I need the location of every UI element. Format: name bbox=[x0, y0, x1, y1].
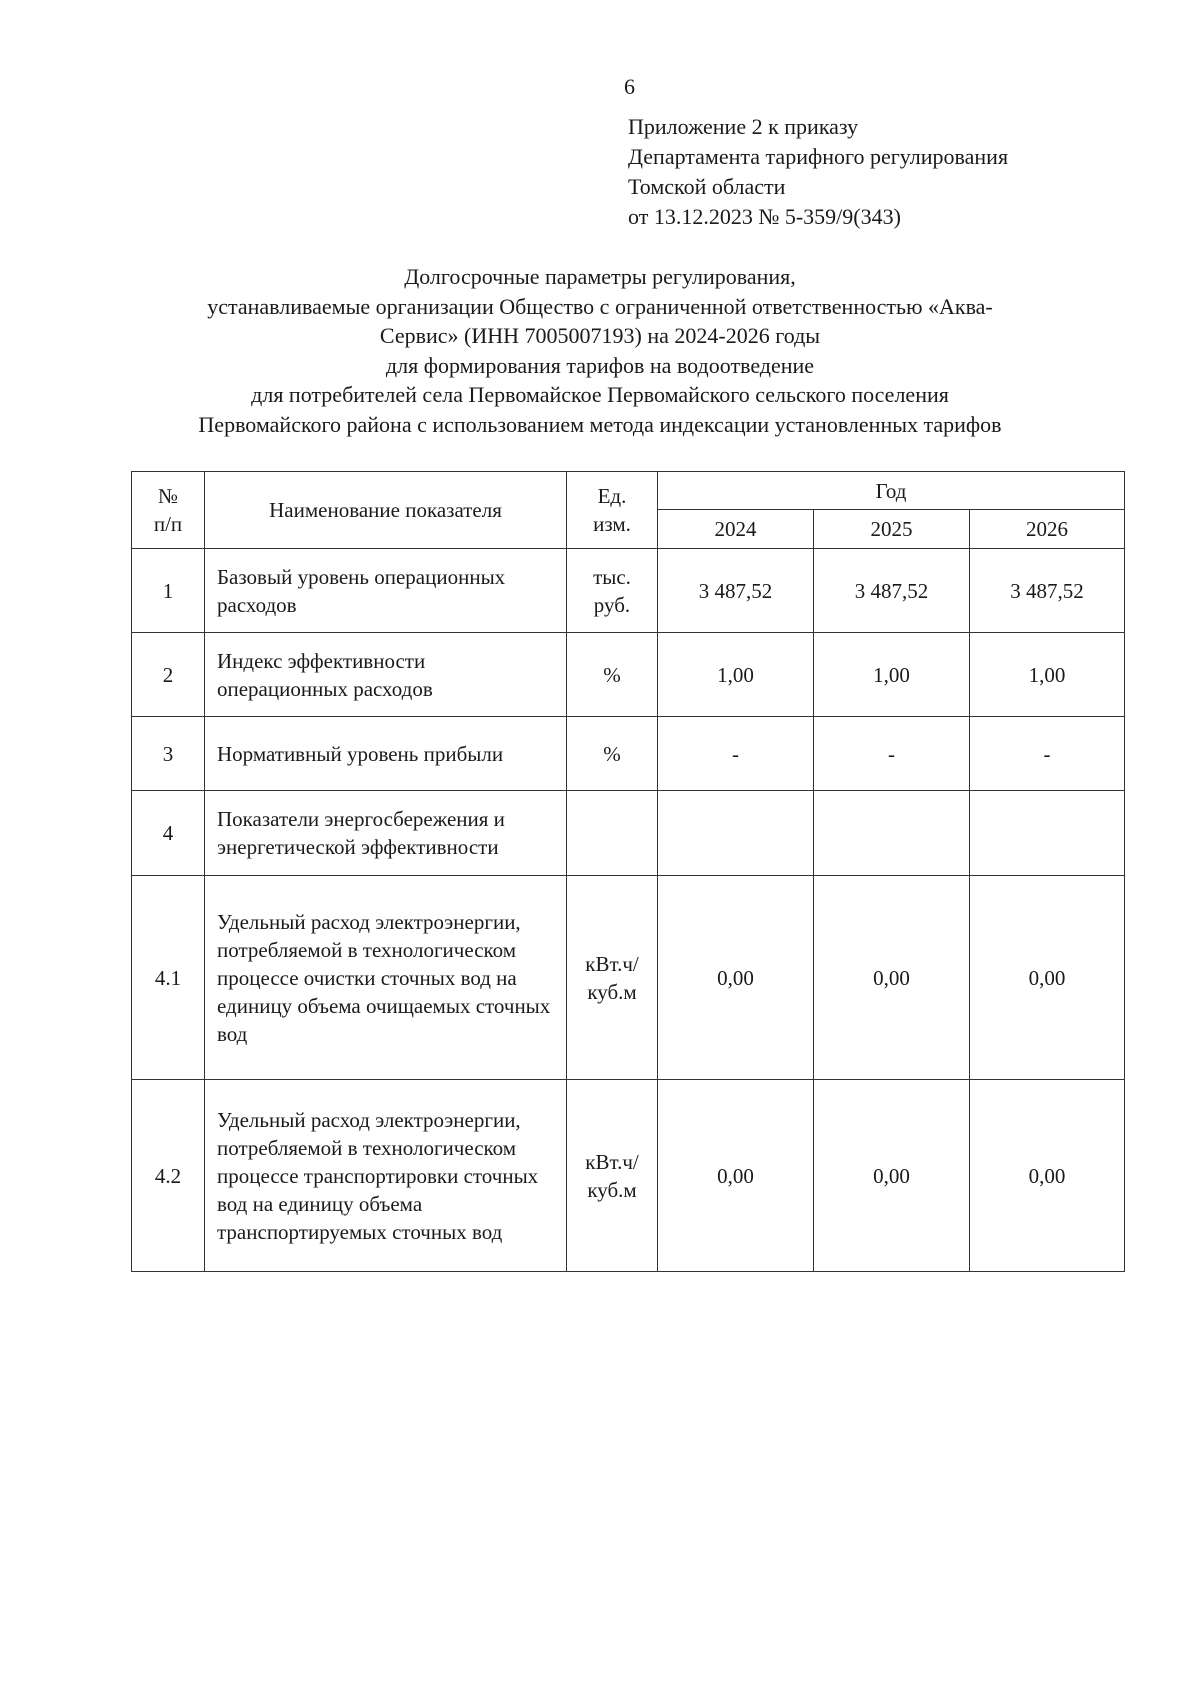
header-year-2024: 2024 bbox=[658, 510, 814, 549]
row-value-2025: 1,00 bbox=[814, 633, 970, 717]
row-value-2026: 0,00 bbox=[970, 876, 1125, 1080]
header-unit-line1: Ед. bbox=[597, 484, 627, 508]
row-value-2024 bbox=[658, 791, 814, 876]
row-unit: % bbox=[567, 633, 658, 717]
header-year-group: Год bbox=[658, 472, 1125, 510]
row-number: 4.2 bbox=[132, 1080, 205, 1272]
row-value-2025: - bbox=[814, 717, 970, 791]
header-name: Наименование показателя bbox=[205, 472, 567, 549]
parameters-table bbox=[131, 471, 1125, 1272]
row-value-2025 bbox=[814, 791, 970, 876]
table-row bbox=[132, 1080, 1125, 1272]
title-line: Долгосрочные параметры регулирования, bbox=[404, 264, 796, 289]
row-value-2025: 0,00 bbox=[814, 1080, 970, 1272]
header-number bbox=[132, 472, 205, 549]
title-line: для потребителей села Первомайское Первомайского сельского поселения bbox=[251, 382, 949, 407]
header-year-2026: 2026 bbox=[970, 510, 1125, 549]
row-value-2026: - bbox=[970, 717, 1125, 791]
appendix-line: Департамента тарифного регулирования bbox=[628, 144, 1009, 169]
row-name: Базовый уровень операционных расходов bbox=[205, 549, 567, 633]
row-name: Удельный расход электроэнергии, потребляемой в технологическом процессе транспортировки сточных вод на единицу объема транспортируемых сточных вод bbox=[205, 1080, 567, 1272]
row-name: Нормативный уровень прибыли bbox=[205, 717, 567, 791]
row-number: 4.1 bbox=[132, 876, 205, 1080]
appendix-header bbox=[628, 112, 1008, 232]
table-row bbox=[132, 717, 1125, 791]
row-name: Удельный расход электроэнергии, потребляемой в технологическом процессе очистки сточных вод на единицу объема очищаемых сточных вод bbox=[205, 876, 567, 1080]
row-unit: кВт.ч/ куб.м bbox=[567, 876, 658, 1080]
header-unit bbox=[567, 472, 658, 549]
row-value-2024: 0,00 bbox=[658, 1080, 814, 1272]
table-row bbox=[132, 791, 1125, 876]
row-number: 4 bbox=[132, 791, 205, 876]
appendix-line: от 13.12.2023 № 5-359/9(343) bbox=[628, 204, 901, 229]
title-line: для формирования тарифов на водоотведение bbox=[385, 352, 815, 378]
title-line: Сервис» (ИНН 7005007193) на 2024-2026 годы bbox=[379, 323, 821, 348]
row-name: Показатели энергосбережения и энергетической эффективности bbox=[205, 791, 567, 876]
table-row bbox=[132, 633, 1125, 717]
row-number: 1 bbox=[132, 549, 205, 633]
row-value-2026: 1,00 bbox=[970, 633, 1125, 717]
title-line: устанавливаемые организации Общество с ограниченной ответственностью «Аква- bbox=[207, 293, 993, 319]
row-unit: тыс. руб. bbox=[567, 549, 658, 633]
table-header-row bbox=[132, 472, 1125, 510]
row-name: Индекс эффективности операционных расходов bbox=[205, 633, 567, 717]
row-unit: % bbox=[567, 717, 658, 791]
row-value-2026: 3 487,52 bbox=[970, 549, 1125, 633]
row-value-2024: 1,00 bbox=[658, 633, 814, 717]
row-number: 3 bbox=[132, 717, 205, 791]
row-value-2026: 0,00 bbox=[970, 1080, 1125, 1272]
row-value-2025: 0,00 bbox=[814, 876, 970, 1080]
row-unit bbox=[567, 791, 658, 876]
appendix-line: Томской области bbox=[628, 174, 786, 199]
header-year-2025: 2025 bbox=[814, 510, 970, 549]
row-value-2025: 3 487,52 bbox=[814, 549, 970, 633]
header-unit-line2: изм. bbox=[593, 512, 631, 536]
row-value-2024: - bbox=[658, 717, 814, 791]
title-line: Первомайского района с использованием метода индексации установленных тарифов bbox=[198, 411, 1002, 437]
table-row bbox=[132, 876, 1125, 1080]
table-row bbox=[132, 549, 1125, 633]
row-unit: кВт.ч/ куб.м bbox=[567, 1080, 658, 1272]
row-value-2026 bbox=[970, 791, 1125, 876]
row-value-2024: 0,00 bbox=[658, 876, 814, 1080]
header-number-line2: п/п bbox=[153, 512, 183, 536]
document-title bbox=[100, 262, 1100, 439]
appendix-line: Приложение 2 к приказу bbox=[628, 114, 859, 139]
row-value-2024: 3 487,52 bbox=[658, 549, 814, 633]
header-number-line1: № bbox=[157, 484, 179, 508]
page-number: 6 bbox=[624, 74, 635, 99]
row-number: 2 bbox=[132, 633, 205, 717]
